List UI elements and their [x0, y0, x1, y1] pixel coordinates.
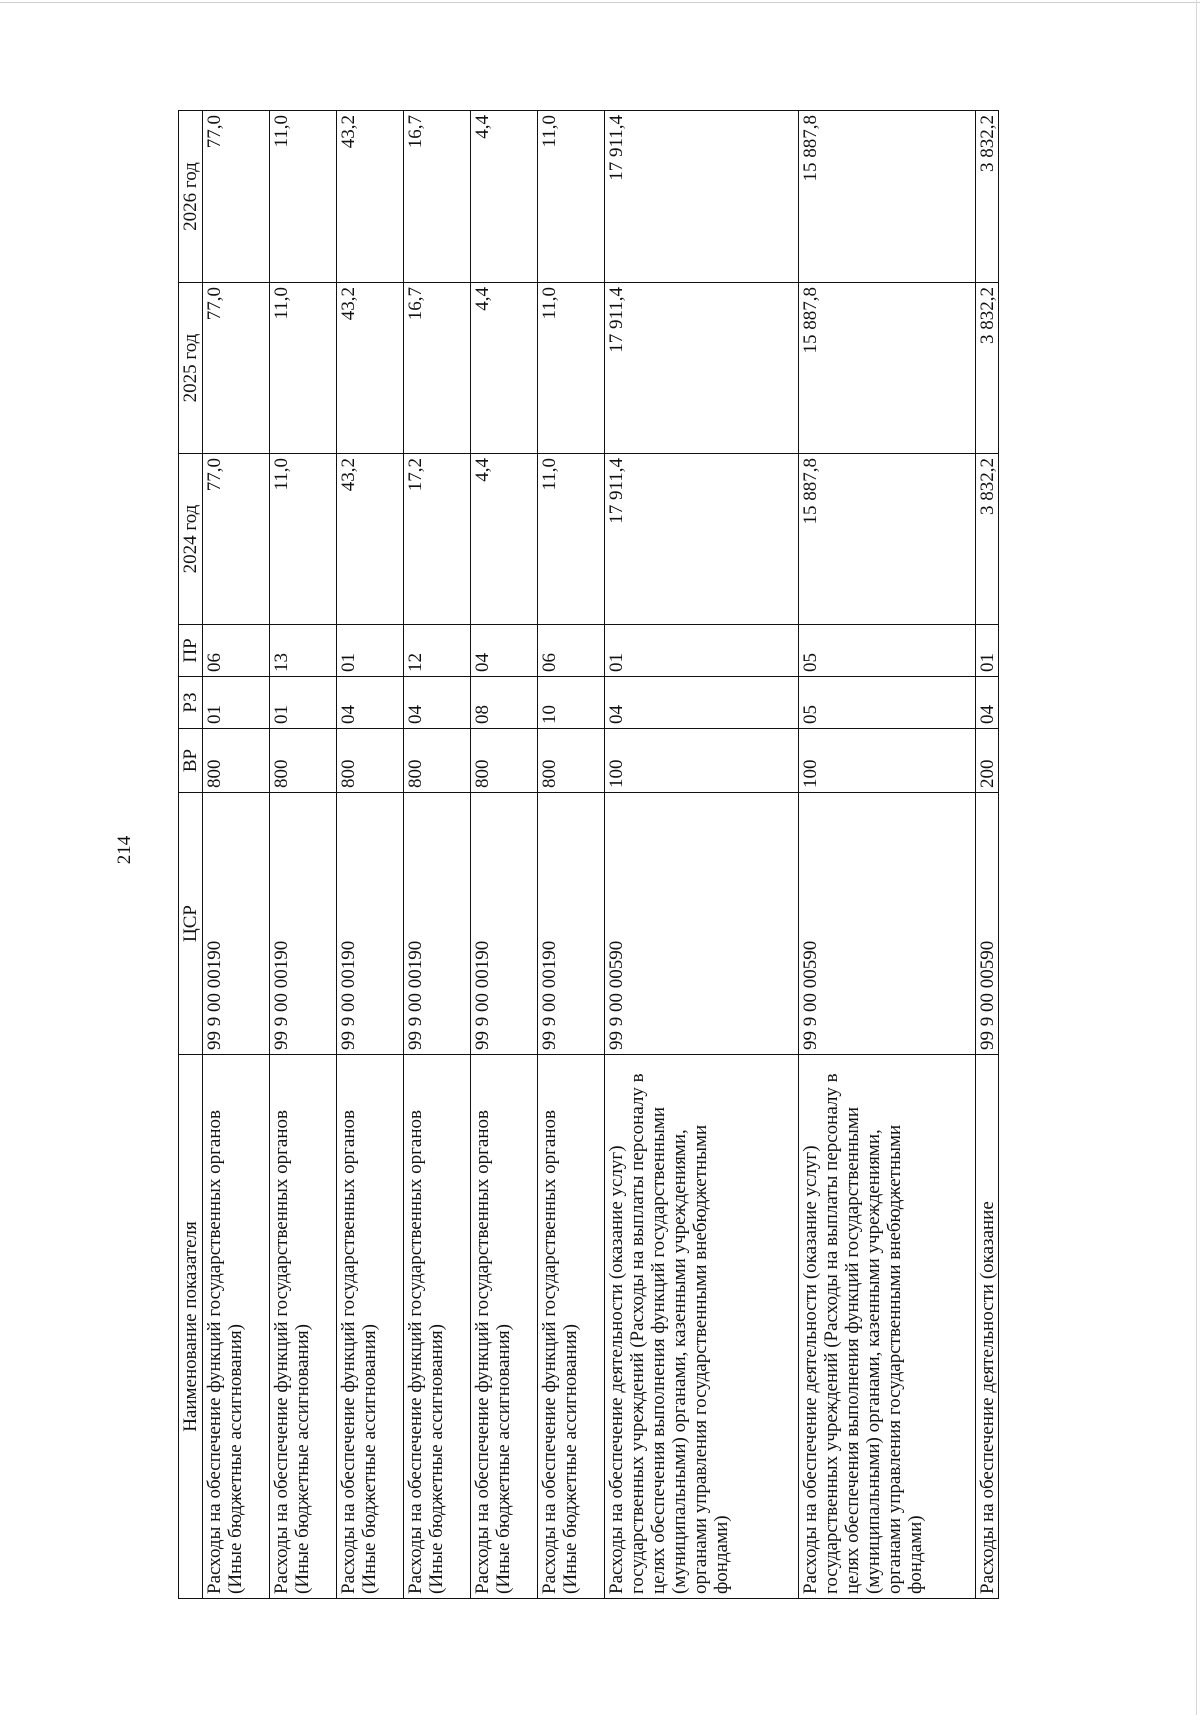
cell-2024: 15 887,8 [799, 454, 976, 625]
cell-name: Расходы на обеспечение функций государственных органов (Иные бюджетные ассигнования) [203, 1055, 270, 1599]
cell-rz: 10 [538, 677, 605, 729]
cell-rz: 08 [471, 677, 538, 729]
table-header-row [179, 111, 203, 1599]
cell-name: Расходы на обеспечение функций государственных органов (Иные бюджетные ассигнования) [538, 1055, 605, 1599]
cell-vr: 800 [471, 729, 538, 793]
table-row [976, 111, 999, 1599]
cell-pr: 13 [270, 625, 337, 677]
cell-csr: 99 9 00 00190 [404, 793, 471, 1055]
table-row [203, 111, 270, 1599]
cell-2026: 77,0 [203, 111, 270, 283]
scan-edge-top [0, 2, 1200, 3]
header-2026: 2026 год [179, 111, 203, 283]
cell-2026: 16,7 [404, 111, 471, 283]
cell-rz: 04 [976, 677, 999, 729]
cell-name: Расходы на обеспечение деятельности (оказание услуг) государственных учреждений (Расходы на выплаты персоналу в целях обеспечения выполнения функций государственными (муниципальными) органами, казенными учреждениями, органами управления государственными внебюджетными фондами) [605, 1055, 799, 1599]
header-csr: ЦСР [179, 793, 203, 1055]
header-2024: 2024 год [179, 454, 203, 625]
cell-vr: 800 [270, 729, 337, 793]
cell-2024: 11,0 [270, 454, 337, 625]
cell-pr: 01 [337, 625, 404, 677]
header-vr: ВР [179, 729, 203, 793]
cell-2026: 11,0 [538, 111, 605, 283]
cell-pr: 04 [471, 625, 538, 677]
cell-csr: 99 9 00 00590 [799, 793, 976, 1055]
cell-2026: 43,2 [337, 111, 404, 283]
cell-csr: 99 9 00 00190 [270, 793, 337, 1055]
cell-pr: 06 [203, 625, 270, 677]
cell-2026: 4,4 [471, 111, 538, 283]
cell-rz: 01 [270, 677, 337, 729]
cell-2025: 43,2 [337, 283, 404, 454]
cell-pr: 05 [799, 625, 976, 677]
cell-csr: 99 9 00 00190 [538, 793, 605, 1055]
cell-name: Расходы на обеспечение функций государственных органов (Иные бюджетные ассигнования) [270, 1055, 337, 1599]
cell-vr: 800 [404, 729, 471, 793]
scan-edge-right [1196, 0, 1197, 1715]
header-rz: РЗ [179, 677, 203, 729]
cell-2025: 3 832,2 [976, 283, 999, 454]
cell-name: Расходы на обеспечение функций государственных органов (Иные бюджетные ассигнования) [471, 1055, 538, 1599]
cell-2026: 15 887,8 [799, 111, 976, 283]
cell-2026: 11,0 [270, 111, 337, 283]
cell-name: Расходы на обеспечение деятельности (оказание услуг) государственных учреждений (Расходы на выплаты персоналу в целях обеспечения выполнения функций государственными (муниципальными) органами, казенными учреждениями, органами управления государственными внебюджетными фондами) [799, 1055, 976, 1599]
cell-vr: 100 [799, 729, 976, 793]
cell-2025: 16,7 [404, 283, 471, 454]
cell-rz: 04 [337, 677, 404, 729]
cell-csr: 99 9 00 00590 [605, 793, 799, 1055]
cell-rz: 04 [404, 677, 471, 729]
table-row [471, 111, 538, 1599]
table-row [799, 111, 976, 1599]
cell-vr: 800 [337, 729, 404, 793]
cell-2024: 17 911,4 [605, 454, 799, 625]
table-row [337, 111, 404, 1599]
cell-pr: 01 [976, 625, 999, 677]
cell-name: Расходы на обеспечение функций государственных органов (Иные бюджетные ассигнования) [404, 1055, 471, 1599]
header-pr: ПР [179, 625, 203, 677]
cell-2024: 11,0 [538, 454, 605, 625]
table-row [605, 111, 799, 1599]
cell-2025: 77,0 [203, 283, 270, 454]
cell-2025: 17 911,4 [605, 283, 799, 454]
cell-2026: 3 832,2 [976, 111, 999, 283]
cell-2025: 11,0 [538, 283, 605, 454]
cell-csr: 99 9 00 00190 [471, 793, 538, 1055]
cell-2024: 43,2 [337, 454, 404, 625]
cell-2024: 3 832,2 [976, 454, 999, 625]
header-2025: 2025 год [179, 283, 203, 454]
cell-csr: 99 9 00 00190 [203, 793, 270, 1055]
cell-vr: 100 [605, 729, 799, 793]
page-number: 214 [114, 835, 135, 865]
cell-csr: 99 9 00 00590 [976, 793, 999, 1055]
cell-pr: 12 [404, 625, 471, 677]
cell-2024: 17,2 [404, 454, 471, 625]
cell-2024: 4,4 [471, 454, 538, 625]
table-row [538, 111, 605, 1599]
cell-vr: 200 [976, 729, 999, 793]
cell-2025: 4,4 [471, 283, 538, 454]
cell-name: Расходы на обеспечение функций государственных органов (Иные бюджетные ассигнования) [337, 1055, 404, 1599]
cell-pr: 01 [605, 625, 799, 677]
cell-2026: 17 911,4 [605, 111, 799, 283]
cell-rz: 01 [203, 677, 270, 729]
rotated-table-wrapper [178, 111, 1096, 1599]
cell-csr: 99 9 00 00190 [337, 793, 404, 1055]
table-row [270, 111, 337, 1599]
header-name: Наименование показателя [179, 1055, 203, 1599]
cell-2025: 11,0 [270, 283, 337, 454]
cell-vr: 800 [538, 729, 605, 793]
cell-rz: 04 [605, 677, 799, 729]
cell-pr: 06 [538, 625, 605, 677]
cell-vr: 800 [203, 729, 270, 793]
cell-2025: 15 887,8 [799, 283, 976, 454]
cell-2024: 77,0 [203, 454, 270, 625]
table-row [404, 111, 471, 1599]
budget-table [178, 110, 999, 1599]
cell-name: Расходы на обеспечение деятельности (оказание [976, 1055, 999, 1599]
cell-rz: 05 [799, 677, 976, 729]
